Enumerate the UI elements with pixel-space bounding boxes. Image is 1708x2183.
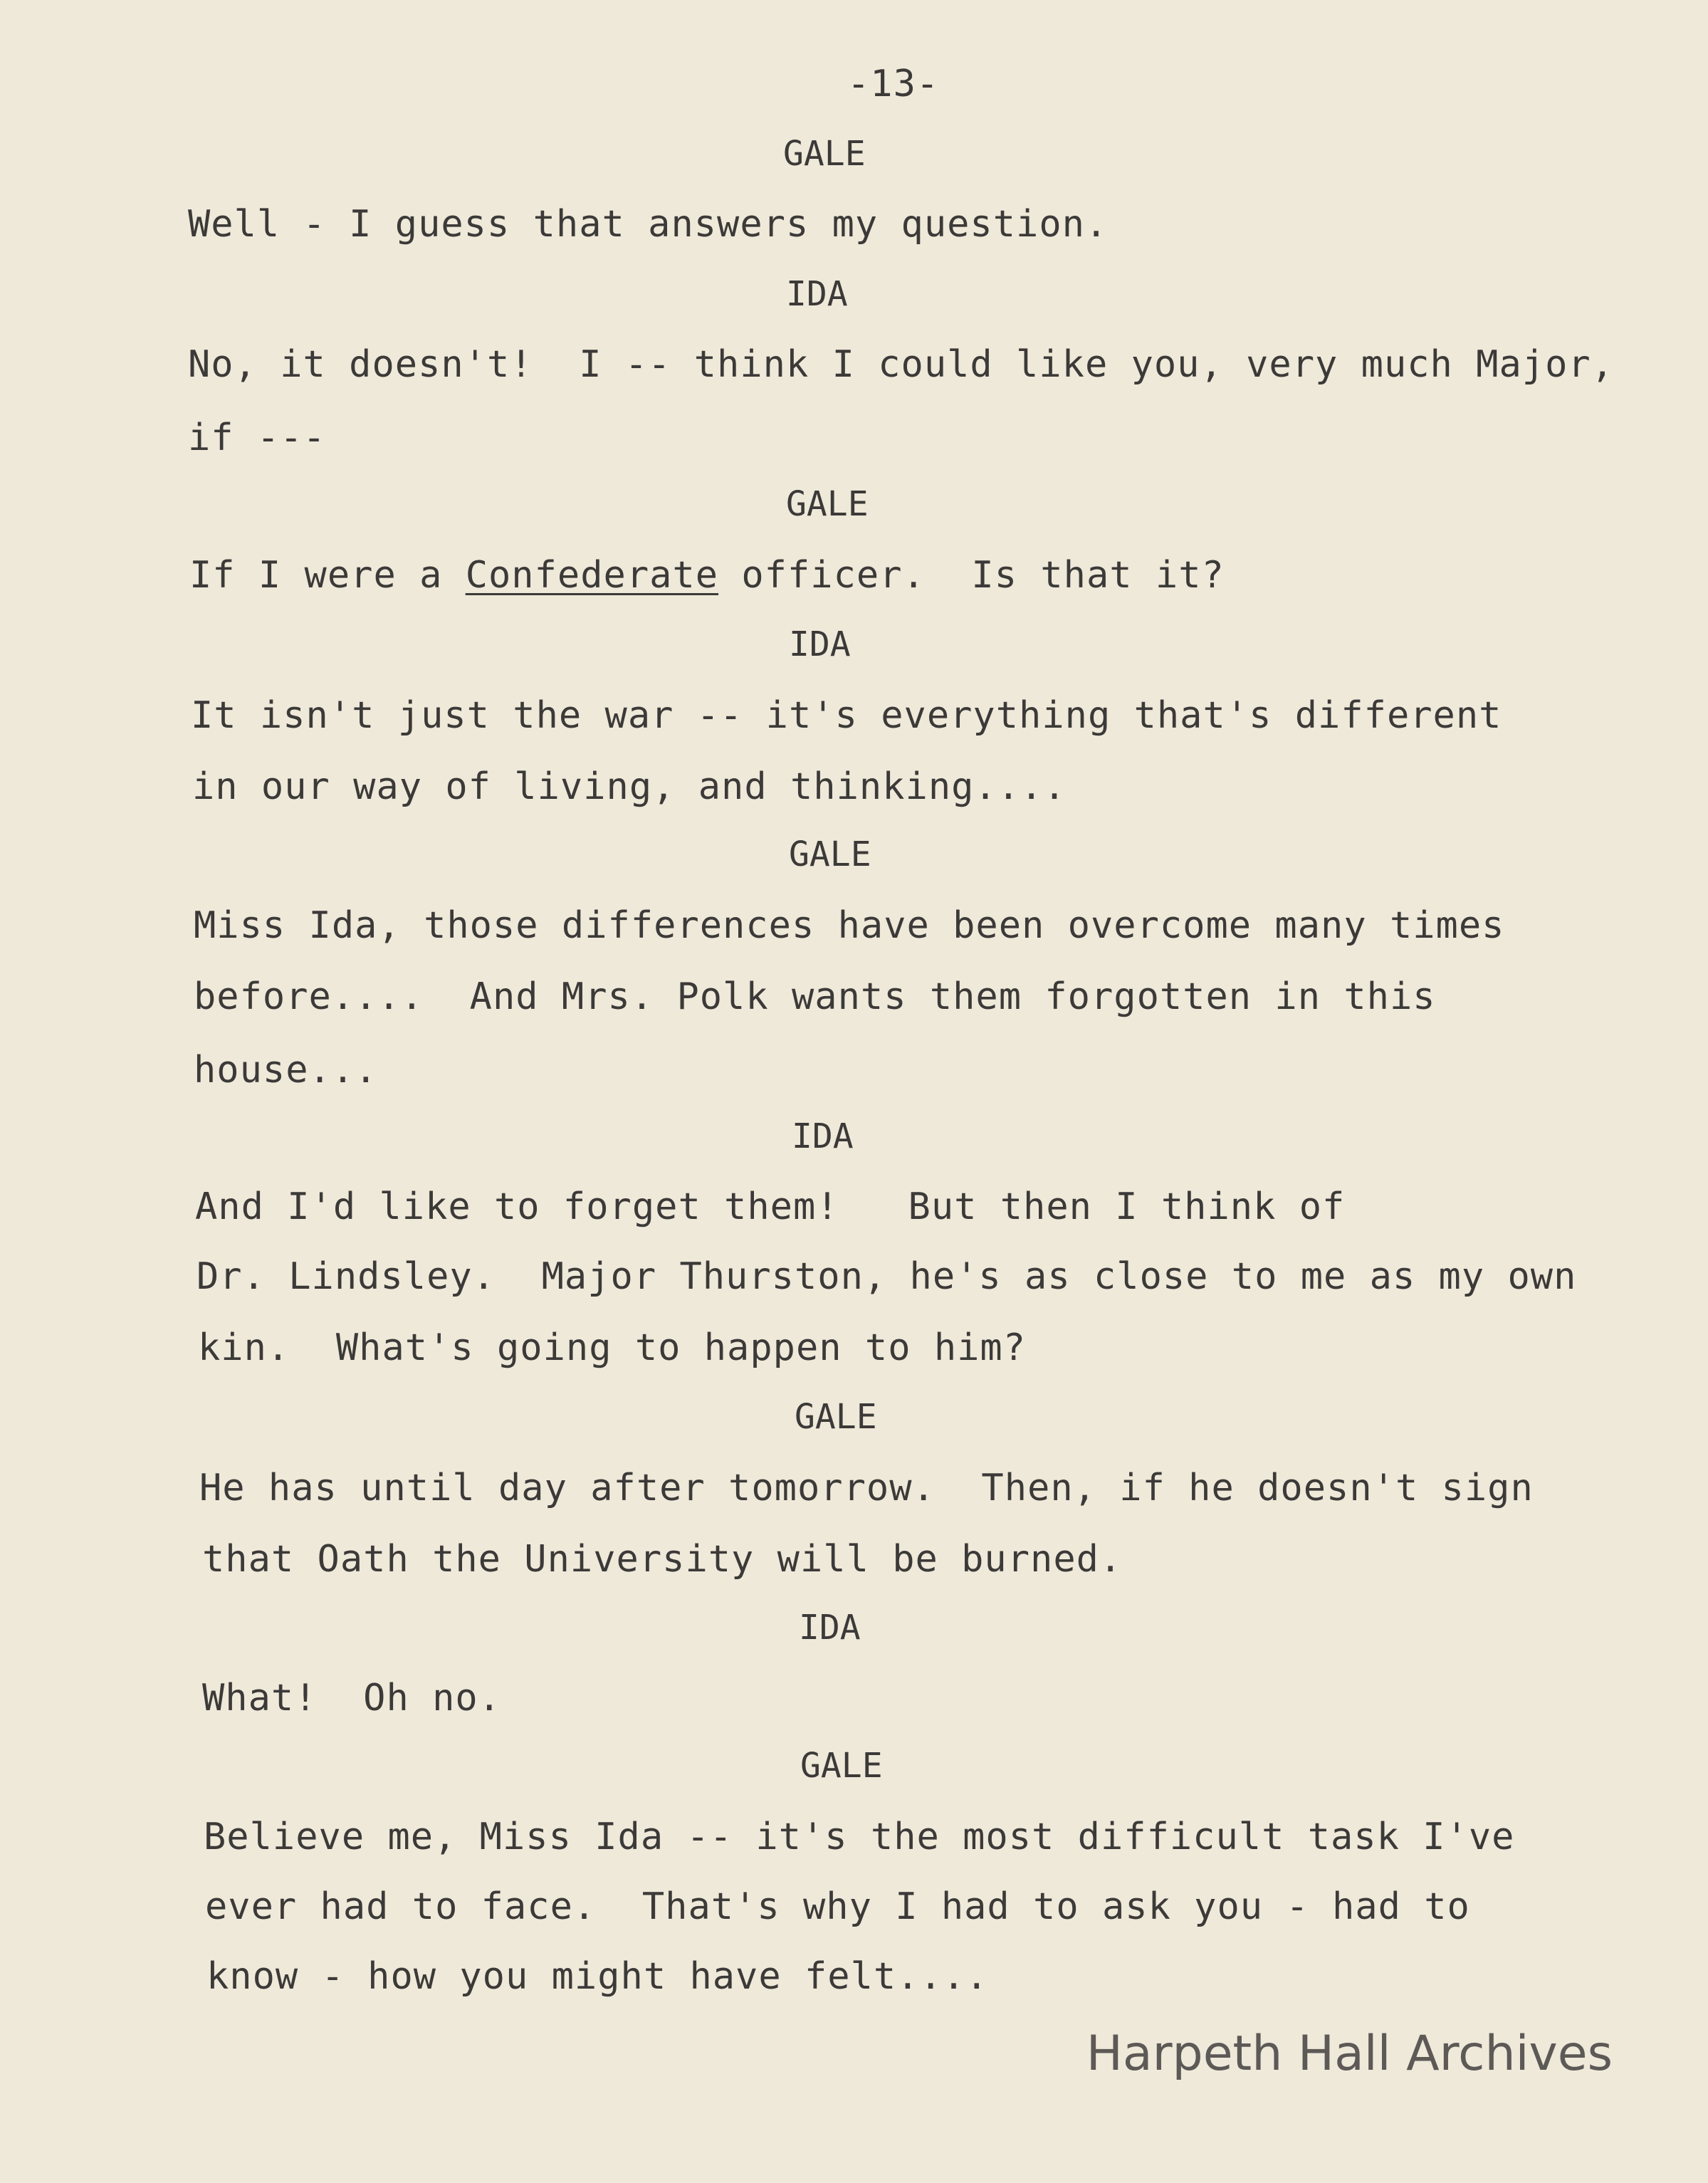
dialogue-line: know - how you might have felt....	[206, 1955, 989, 1998]
archive-watermark: Harpeth Hall Archives	[1086, 2026, 1613, 2082]
dialogue-line: He has until day after tomorrow. Then, if he doesn't sign	[199, 1467, 1534, 1509]
dialogue-line: Believe me, Miss Ida -- it's the most difficult task I've	[204, 1816, 1515, 1858]
speaker-name: GALE	[786, 484, 869, 524]
dialogue-line: Dr. Lindsley. Major Thurston, he's as close to me as my own	[197, 1255, 1577, 1298]
dialogue-line: It isn't just the war -- it's everything that's different	[191, 694, 1502, 737]
dialogue-line: in our way of living, and thinking....	[192, 765, 1067, 808]
dialogue-line: that Oath the University will be burned.	[202, 1538, 1123, 1581]
dialogue-text: officer. Is that it?	[718, 554, 1225, 597]
speaker-name: IDA	[789, 624, 851, 664]
speaker-name: IDA	[799, 1608, 861, 1648]
dialogue-line: before.... And Mrs. Polk wants them forgotten in this	[194, 975, 1436, 1018]
speaker-name: IDA	[786, 274, 848, 314]
dialogue-line: Well - I guess that answers my question.	[188, 203, 1109, 246]
dialogue-line: Miss Ida, those differences have been overcome many times	[194, 904, 1505, 947]
page-number: -13-	[847, 63, 940, 105]
dialogue-line	[189, 554, 1225, 597]
speaker-name: GALE	[795, 1397, 877, 1437]
underlined-word: Confederate	[465, 554, 719, 597]
dialogue-line: And I'd like to forget them! But then I think of	[195, 1185, 1346, 1228]
dialogue-line: house...	[194, 1049, 378, 1092]
speaker-name: GALE	[789, 834, 871, 874]
dialogue-line: ever had to face. That's why I had to ask you - had to	[205, 1885, 1470, 1928]
speaker-name: GALE	[800, 1746, 883, 1786]
dialogue-line: if ---	[188, 417, 326, 459]
speaker-name: GALE	[783, 134, 866, 174]
dialogue-line: kin. What's going to happen to him?	[198, 1326, 1027, 1369]
dialogue-line: No, it doesn't! I -- think I could like you, very much Major,	[188, 343, 1615, 386]
dialogue-text: If I were a	[189, 554, 466, 597]
dialogue-line: What! Oh no.	[202, 1677, 501, 1719]
speaker-name: IDA	[792, 1116, 854, 1156]
